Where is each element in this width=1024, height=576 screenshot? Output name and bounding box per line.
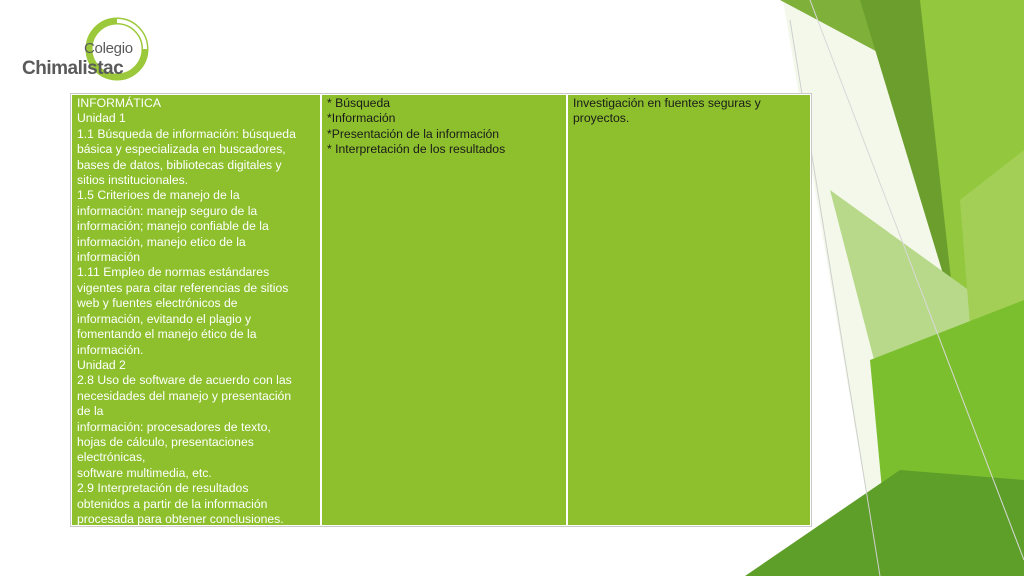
table-text-line: procesada para obtener conclusiones.	[77, 511, 284, 525]
table-text-line: información	[77, 250, 140, 265]
logo-text-chimalistac: Chimalistac	[22, 58, 124, 79]
table-text-line: *Presentación de la información	[327, 126, 500, 141]
table-text-line: 1.5 Criterioes de manejo de la	[77, 188, 240, 203]
table-text-line: proyectos.	[573, 111, 630, 126]
table-text-line: información.	[77, 342, 144, 357]
table-text-line: electrónicas,	[77, 450, 146, 465]
logo-text-colegio: Colegio	[84, 40, 133, 57]
table-text-line: necesidades del manejo y presentación	[77, 388, 292, 403]
table-text-line: *Información	[327, 111, 396, 126]
table-text-line: información: manejp seguro de la	[77, 203, 258, 218]
table-text-line: INFORMÁTICA	[77, 96, 161, 110]
curriculum-table	[71, 94, 811, 526]
table-text-line: de la	[77, 404, 104, 419]
table-text-line: bases de datos, bibliotecas digitales y	[77, 157, 282, 172]
table-text-line: Investigación en fuentes seguras y	[573, 96, 761, 110]
table-cell-content	[72, 95, 320, 525]
table-text-line: Unidad 1	[77, 111, 126, 126]
table-text-line: básica y especializada en buscadores,	[77, 142, 286, 157]
table-cell-evidence	[566, 95, 810, 525]
table-text-line: información, evitando el plagio y	[77, 311, 252, 326]
table-text-line: software multimedia, etc.	[77, 465, 212, 480]
table-text-line: fomentando el manejo ético de la	[77, 327, 257, 342]
table-text-line: hojas de cálculo, presentaciones	[77, 434, 254, 449]
table-text-line: información, manejo etico de la	[77, 234, 246, 249]
table-text-line: 2.8 Uso de software de acuerdo con las	[77, 373, 292, 388]
table-text-line: información: procesadores de texto,	[77, 419, 271, 434]
table-text-line: Unidad 2	[77, 357, 126, 372]
table-text-line: sitios institucionales.	[77, 173, 189, 188]
table-text-line: vigentes para citar referencias de sitios	[77, 280, 289, 295]
table-text-line: * Búsqueda	[327, 96, 391, 110]
table-cell-skills	[320, 95, 566, 525]
table-text-line: 1.11 Empleo de normas estándares	[77, 265, 270, 280]
table-text-line: 1.1 Búsqueda de información: búsqueda	[77, 126, 296, 141]
table-text-line: obtenidos a partir de la información	[77, 496, 268, 511]
table-text-line: web y fuentes electrónicos de	[77, 296, 238, 311]
table-text-line: información; manejo confiable de la	[77, 219, 269, 234]
table-text-line: * Interpretación de los resultados	[327, 142, 506, 157]
table-text-line: 2.9 Interpretación de resultados	[77, 481, 249, 496]
school-logo	[20, 14, 140, 84]
